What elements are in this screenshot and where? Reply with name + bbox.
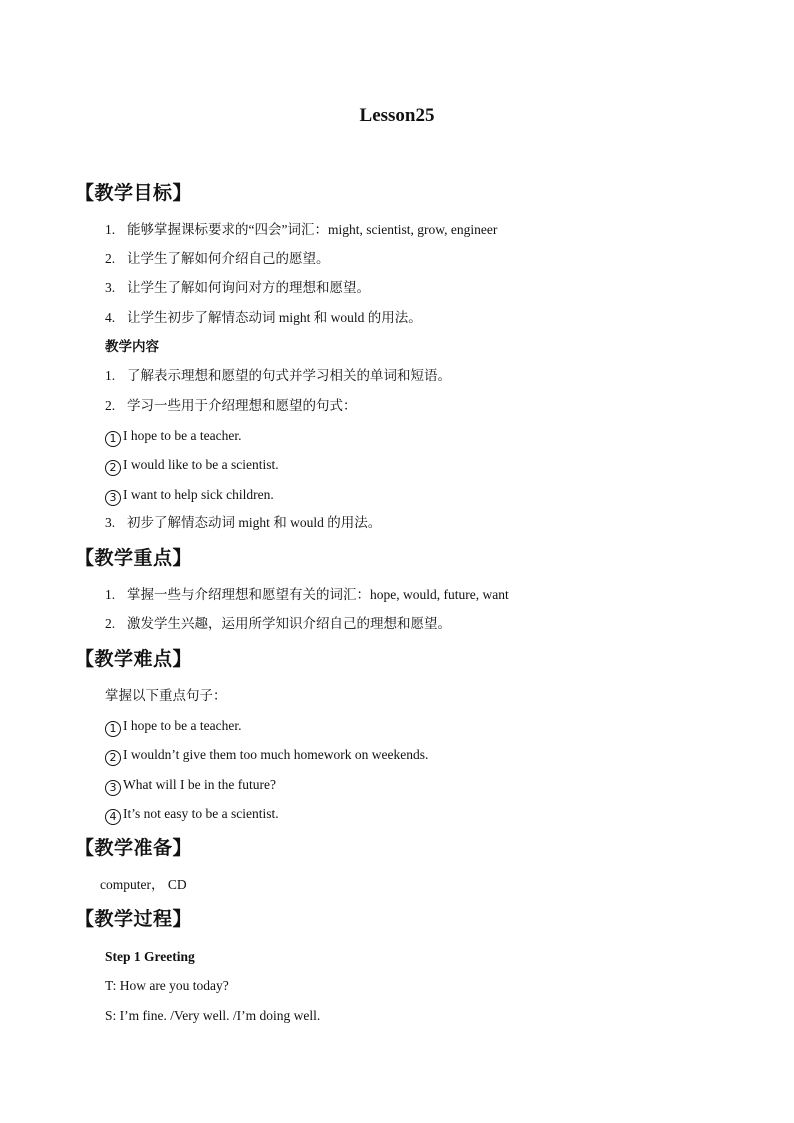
item-text: 了解表示理想和愿望的句式并学习相关的单词和短语。 xyxy=(127,368,451,383)
item-number: 2. xyxy=(105,398,116,413)
sentence-text: It’s not easy to be a scientist. xyxy=(123,806,279,821)
item-number: 1. xyxy=(105,222,116,237)
item-number: 4. xyxy=(105,310,116,325)
key-point-item xyxy=(105,586,509,604)
objective-item xyxy=(105,309,422,327)
item-number: 1. xyxy=(105,587,116,602)
content-item xyxy=(105,367,451,385)
circled-number: 3 xyxy=(105,490,121,506)
objectives-heading: 【教学目标】 xyxy=(75,182,193,204)
dialogue-line: S: I’m fine. /Very well. /I’m doing well. xyxy=(105,1008,321,1023)
circled-number: 4 xyxy=(105,809,121,825)
sentence-item xyxy=(105,486,274,506)
circled-number: 1 xyxy=(105,721,121,737)
item-number: 3. xyxy=(105,280,116,295)
circled-number: 3 xyxy=(105,780,121,796)
process-heading: 【教学过程】 xyxy=(75,908,193,930)
item-text: 初步了解情态动词 might 和 would 的用法。 xyxy=(127,515,382,530)
sentence-item xyxy=(105,717,241,737)
sentence-text: I would like to be a scientist. xyxy=(123,457,279,472)
objective-item xyxy=(105,250,330,268)
item-text: 激发学生兴趣，运用所学知识介绍自己的理想和愿望。 xyxy=(127,616,451,631)
item-text: 让学生了解如何介绍自己的愿望。 xyxy=(127,251,330,266)
item-text: 能够掌握课标要求的“四会”词汇：might, scientist, grow, engineer xyxy=(127,222,498,237)
sentence-item xyxy=(105,805,279,825)
item-text: 让学生了解如何询问对方的理想和愿望。 xyxy=(127,280,370,295)
sentence-text: I wouldn’t give them too much homework on weekends. xyxy=(123,747,429,762)
item-text: 掌握一些与介绍理想和愿望有关的词汇：hope, would, future, want xyxy=(127,587,509,602)
sentence-item xyxy=(105,776,276,796)
sentence-text: What will I be in the future? xyxy=(123,777,276,792)
item-number: 2. xyxy=(105,251,116,266)
objective-item xyxy=(105,221,497,239)
key-points-heading: 【教学重点】 xyxy=(75,547,193,569)
objective-item xyxy=(105,279,370,297)
sentence-text: I hope to be a teacher. xyxy=(123,428,242,443)
difficulties-heading: 【教学难点】 xyxy=(75,648,193,670)
circled-number: 2 xyxy=(105,460,121,476)
preparation-text: computer， CD xyxy=(100,877,187,892)
document-title: Lesson25 xyxy=(359,105,435,126)
item-number: 2. xyxy=(105,616,116,631)
key-point-item xyxy=(105,615,451,633)
item-number: 1. xyxy=(105,368,116,383)
difficulties-intro: 掌握以下重点句子： xyxy=(105,688,227,703)
dialogue-line: T: How are you today? xyxy=(105,978,229,993)
circled-number: 2 xyxy=(105,750,121,766)
item-text: 让学生初步了解情态动词 might 和 would 的用法。 xyxy=(127,310,422,325)
item-number: 3. xyxy=(105,515,116,530)
sentence-item xyxy=(105,427,241,447)
sentence-text: I want to help sick children. xyxy=(123,487,274,502)
sentence-item xyxy=(105,746,428,766)
step-title: Step 1 Greeting xyxy=(105,949,195,964)
circled-number: 1 xyxy=(105,431,121,447)
sentence-item xyxy=(105,456,279,476)
sentence-text: I hope to be a teacher. xyxy=(123,718,242,733)
content-item xyxy=(105,397,357,415)
content-item xyxy=(105,514,381,532)
content-label: 教学内容 xyxy=(105,339,159,354)
item-text: 学习一些用于介绍理想和愿望的句式： xyxy=(127,398,357,413)
preparation-heading: 【教学准备】 xyxy=(75,837,193,859)
